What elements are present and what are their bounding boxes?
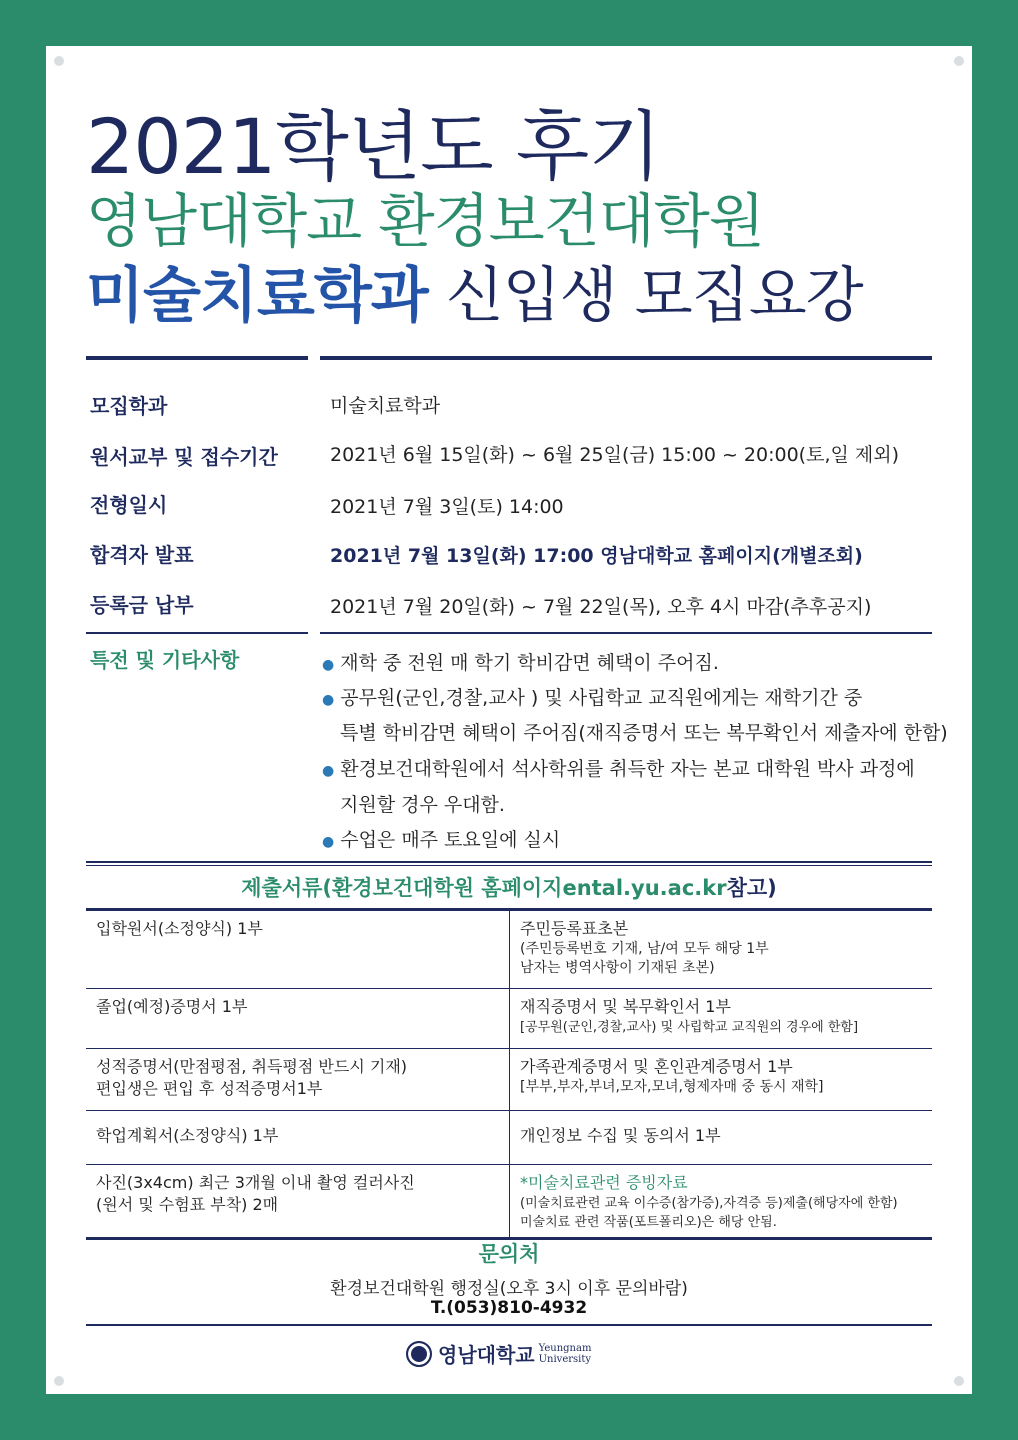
table-row: [86, 911, 932, 989]
divider: [86, 861, 932, 863]
bullet-icon: ●: [322, 834, 335, 850]
contact-title: 문의처: [478, 1242, 540, 1266]
title-school: 영남대학교 환경보건대학원: [86, 187, 764, 255]
benefit-item: ● 공무원(군인,경찰,교사 ) 및 사립학교 교직원에게는 재학기간 중: [322, 687, 863, 709]
info-value: 2021년 7월 20일(화) ~ 7월 22일(목), 오후 4시 마감(추후공지): [330, 596, 872, 618]
divider: [320, 356, 932, 360]
info-label: 합격자 발표: [90, 543, 194, 567]
title-department-name: 미술치료학과: [86, 261, 428, 331]
corner-dot: [54, 56, 64, 66]
documents-title: 제출서류(환경보건대학원 홈페이지ental.yu.ac.kr참고): [241, 876, 777, 900]
divider: [320, 632, 932, 634]
table-row: [86, 1165, 932, 1237]
document-cell: 가족관계증명서 및 혼인관계증명서 1부 [부부,부자,부녀,모자,모녀,형제자매 중 동시 재학]: [509, 1049, 932, 1110]
university-logo: [406, 1339, 591, 1368]
info-value: 2021년 7월 3일(토) 14:00: [330, 496, 564, 518]
benefit-item-continued: 특별 학비감면 혜택이 주어짐(재직증명서 또는 복무확인서 제출자에 한함): [340, 722, 948, 744]
table-row: [86, 1111, 932, 1165]
document-cell: 개인정보 수집 및 동의서 1부: [509, 1111, 932, 1164]
info-label: 원서교부 및 접수기간: [90, 445, 278, 469]
title-recruitment: 신입생 모집요강: [427, 261, 863, 331]
corner-dot: [954, 1376, 964, 1386]
info-value: 2021년 6월 15일(화) ~ 6월 25일(금) 15:00 ~ 20:00(토,일 제외): [330, 444, 899, 466]
divider: [86, 1324, 932, 1326]
benefit-item: ● 재학 중 전원 매 학기 학비감면 혜택이 주어짐.: [322, 652, 719, 674]
benefit-item: ● 수업은 매주 토요일에 실시: [322, 829, 561, 851]
document-cell: 성적증명서(만점평점, 취득평점 반드시 기재) 편입생은 편입 후 성적증명서1부: [96, 1057, 408, 1098]
document-cell: 입학원서(소정양식) 1부: [96, 919, 263, 938]
documents-table: [86, 908, 932, 1240]
document-cell: 학업계획서(소정양식) 1부: [96, 1126, 279, 1145]
title-department: [86, 248, 863, 334]
document-cell: *미술치료관련 증빙자료 (미술치료관련 교육 이수증(참가증),자격증 등)제출(해당자에 한함) 미술치료 관련 작품(포트폴리오)은 해당 안됨.: [509, 1165, 932, 1237]
info-value: 2021년 7월 13일(화) 17:00 영남대학교 홈페이지(개별조회): [330, 545, 863, 567]
document-cell: 재직증명서 및 복무확인서 1부 [공무원(군인,경찰,교사) 및 사립학교 교직원의 경우에 한함]: [509, 989, 932, 1048]
table-row: [86, 989, 932, 1049]
document-cell: 졸업(예정)증명서 1부: [96, 997, 248, 1016]
contact-office: 환경보건대학원 행정실(오후 3시 이후 문의바람): [330, 1279, 688, 1299]
university-seal-icon: [406, 1341, 432, 1367]
bullet-icon: ●: [322, 763, 335, 779]
document-cell: 주민등록표초본 (주민등록번호 기재, 남/여 모두 해당 1부 남자는 병역사항이 기재된 초본): [509, 911, 932, 988]
bullet-icon: ●: [322, 657, 335, 673]
divider: [86, 865, 932, 866]
benefit-item-continued: 지원할 경우 우대함.: [340, 794, 505, 816]
document-cell: 사진(3x4cm) 최근 3개월 이내 촬영 컬러사진 (원서 및 수험표 부착) 2매: [96, 1173, 415, 1214]
info-label: 모집학과: [90, 394, 168, 418]
table-row: [86, 1049, 932, 1111]
benefits-label: 특전 및 기타사항: [90, 648, 240, 672]
divider: [86, 356, 308, 360]
benefit-item: ● 환경보건대학원에서 석사학위를 취득한 자는 본교 대학원 박사 과정에: [322, 758, 915, 780]
title-year: 2021학년도 후기: [86, 102, 661, 191]
corner-dot: [54, 1376, 64, 1386]
info-value: 미술치료학과: [330, 395, 441, 417]
poster: [46, 46, 972, 1394]
bullet-icon: ●: [322, 692, 335, 708]
divider: [86, 632, 308, 634]
info-label: 등록금 납부: [90, 593, 194, 617]
logo-name-en: Yeungnam University: [538, 1342, 592, 1365]
table-top-rule: [86, 908, 932, 911]
logo-name-kr: 영남대학교: [438, 1343, 535, 1367]
contact-phone: T.(053)810-4932: [430, 1298, 588, 1318]
corner-dot: [954, 56, 964, 66]
info-label: 전형일시: [90, 493, 168, 517]
